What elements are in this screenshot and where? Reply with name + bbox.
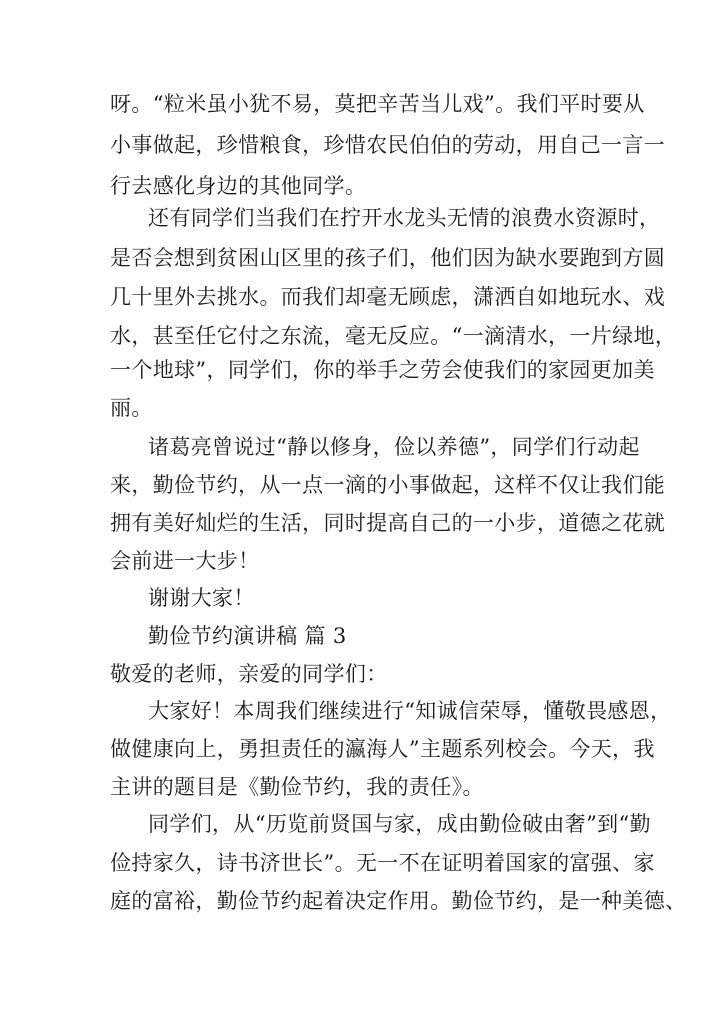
text-line-20: 同学们，从“历览前贤国与家，成由勤俭破由奢”到“勤 (148, 812, 651, 836)
text-line-1: 呀。“粒米虽小犹不易，莫把辛苦当儿戏”。我们平时要从 (110, 92, 645, 116)
text-line-18: 做健康向上，勇担责任的瀛海人”主题系列校会。今天，我 (110, 737, 655, 761)
text-line-13: 会前进一大步！ (110, 549, 260, 573)
text-line-19: 主讲的题目是《勤俭节约，我的责任》。 (110, 775, 484, 799)
text-line-12: 拥有美好灿烂的生活，同时提高自己的一小步，道德之花就 (110, 511, 666, 535)
text-line-3: 行去感化身边的其他同学。 (110, 174, 367, 198)
text-line-22: 庭的富裕，勤俭节约起着决定作用。勤俭节约，是一种美德、 (110, 889, 687, 913)
text-line-4: 还有同学们当我们在拧开水龙头无情的浪费水资源时， (148, 206, 661, 230)
text-line-17: 大家好！本周我们继续进行“知诚信荣辱，懂敬畏感恩， (148, 699, 672, 723)
salutation-line: 敬爱的老师，亲爱的同学们： (110, 662, 388, 686)
text-line-10: 诸葛亮曾说过“静以修身，俭以养德”，同学们行动起 (148, 435, 640, 459)
text-line-9: 丽。 (110, 396, 153, 420)
text-line-7: 水，甚至任它付之东流，毫无反应。“一滴清水，一片绿地， (110, 324, 677, 348)
text-line-5: 是否会想到贫困山区里的孩子们，他们因为缺水要跑到方圆 (110, 246, 666, 270)
section-heading: 勤俭节约演讲稿 篇 3 (148, 624, 347, 648)
text-line-2: 小事做起，珍惜粮食，珍惜农民伯伯的劳动，用自己一言一 (110, 133, 666, 157)
text-line-11: 来，勤俭节约，从一点一滴的小事做起，这样不仅让我们能 (110, 473, 666, 497)
text-line-21: 俭持家久，诗书济世长”。无一不在证明着国家的富强、家 (110, 851, 655, 875)
text-line-8: 一个地球”，同学们，你的举手之劳会使我们的家园更加美 (110, 358, 655, 382)
text-line-14: 谢谢大家！ (148, 586, 255, 610)
text-line-6: 几十里外去挑水。而我们却毫无顾虑，潇洒自如地玩水、戏 (110, 285, 666, 309)
